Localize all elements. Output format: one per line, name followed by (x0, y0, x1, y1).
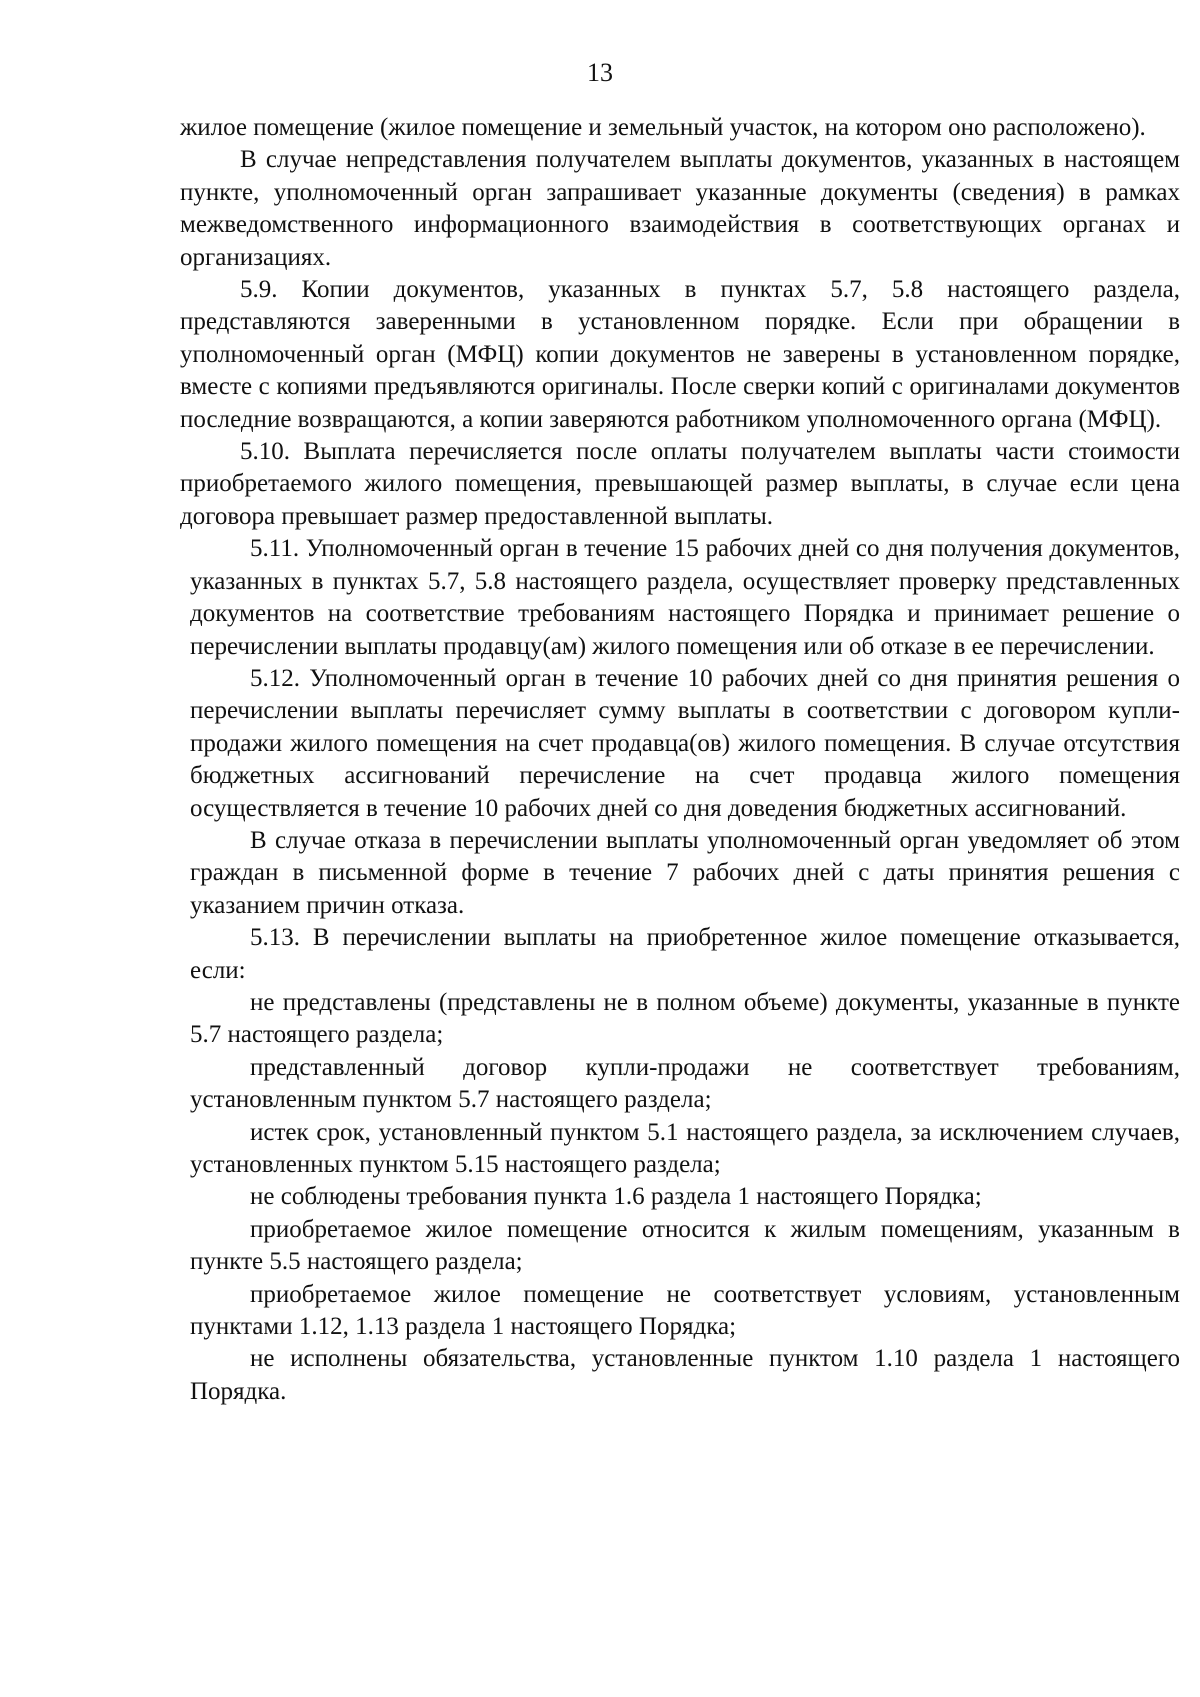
paragraph-continuation: жилое помещение (жилое помещение и земельный участок, на котором оно расположено). (180, 114, 1146, 141)
list-item-refusal-reason: представленный договор купли-продажи не соответствует требованиям, установленным пунктом 5.7 настоящего раздела; (190, 1053, 1180, 1114)
paragraph-5-9: 5.9. Копии документов, указанных в пунктах 5.7, 5.8 настоящего раздела, представляются заверенными в установленном порядке. Если при обращении в уполномоченный орган (МФЦ) копии документов не заверены в установленном порядке, вместе с копиями предъявляются оригиналы. После сверки копий с оригиналами документов последние возвращаются, а копии заверяются работником уполномоченного органа (МФЦ). (180, 276, 1180, 433)
paragraph-refusal-notice: В случае отказа в перечислении выплаты уполномоченный орган уведомляет об этом граждан в письменной форме в течение 7 рабочих дней с даты принятия решения с указанием причин отказа. (190, 826, 1180, 919)
list-item-refusal-reason: приобретаемое жилое помещение относится к жилым помещениям, указанным в пункте 5.5 настоящего раздела; (190, 1215, 1180, 1276)
list-item-refusal-reason: приобретаемое жилое помещение не соответствует условиям, установленным пунктами 1.12, 1.13 раздела 1 настоящего Порядка; (190, 1280, 1180, 1341)
document-body (180, 112, 1180, 1408)
paragraph-5-12: 5.12. Уполномоченный орган в течение 10 рабочих дней со дня принятия решения о перечислении выплаты перечисляет сумму выплаты в соответствии с договором купли-продажи жилого помещения на счет продавца(ов) жилого помещения. В случае отсутствия бюджетных ассигнований перечисление на счет продавца жилого помещения осуществляется в течение 10 рабочих дней со дня доведения бюджетных ассигнований. (190, 664, 1180, 822)
list-item-refusal-reason: не представлены (представлены не в полном объеме) документы, указанные в пункте 5.7 настоящего раздела; (190, 988, 1180, 1049)
paragraph-5-11: 5.11. Уполномоченный орган в течение 15 рабочих дней со дня получения документов, указанных в пунктах 5.7, 5.8 настоящего раздела, осуществляет проверку представленных документов на соответствие требованиям настоящего Порядка и принимает решение о перечислении выплаты продавцу(ам) жилого помещения или об отказе в ее перечислении. (190, 535, 1180, 660)
list-item-refusal-reason: истек срок, установленный пунктом 5.1 настоящего раздела, за исключением случаев, установленных пунктом 5.15 настоящего раздела; (190, 1118, 1180, 1178)
page-number: 13 (587, 58, 613, 87)
list-item-refusal-reason: не соблюдены требования пункта 1.6 раздела 1 настоящего Порядка; (250, 1183, 982, 1211)
paragraph-5-10: 5.10. Выплата перечисляется после оплаты получателем выплаты части стоимости приобретаемого жилого помещения, превышающей размер выплаты, в случае если цена договора превышает размер предоставленной выплаты. (180, 438, 1180, 530)
paragraph-document-request: В случае непредставления получателем выплаты документов, указанных в настоящем пункте, уполномоченный орган запрашивает указанные документы (сведения) в рамках межведомственного информационного взаимодействия в соответствующих органах и организациях. (180, 146, 1180, 271)
paragraph-5-13: 5.13. В перечислении выплаты на приобретенное жилое помещение отказывается, если: (190, 924, 1180, 984)
list-item-refusal-reason: не исполнены обязательства, установленные пунктом 1.10 раздела 1 настоящего Порядка. (190, 1345, 1180, 1405)
